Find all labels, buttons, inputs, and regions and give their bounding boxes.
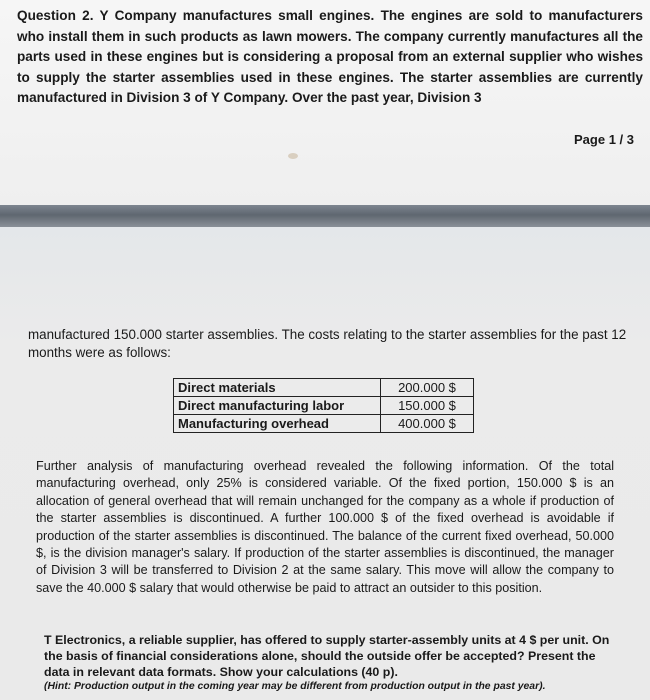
table-row xyxy=(174,379,474,397)
cost-label: Direct manufacturing labor xyxy=(174,397,381,415)
question-label: Question 2. xyxy=(17,8,94,23)
paper-smudge xyxy=(288,153,298,159)
cost-label: Direct materials xyxy=(174,379,381,397)
analysis-paragraph: Further analysis of manufacturing overhead revealed the following information. Of the total manufacturing overhead, only 25% is considered variable. Of the fixed portion, 150.000 $ is an allocation of general overhead that will remain unchanged for the company as a whole if production of the starter assemblies is discontinued. A further 100.000 $ of the fixed overhead is avoidable if production of the starter assemblies is discontinued. The balance of the current fixed overhead, 50.000 $, is the division manager's salary. If production of the starter assemblies is discontinued, the manager of Division 3 will be transferred to Division 2 at the same salary. This move will allow the company to save the 40.000 $ salary that would otherwise be paid to attract an outsider to this position. xyxy=(36,459,614,595)
cost-label: Manufacturing overhead xyxy=(174,415,381,433)
page-divider xyxy=(0,205,650,227)
offer-paragraph: T Electronics, a reliable supplier, has offered to supply starter-assembly units at 4 $ per unit. On the basis of financial considerations alone, should the outside offer be accepted? Present the data in relevant data formats. Show your calculations (40 p). xyxy=(44,633,610,680)
question-text xyxy=(17,6,643,109)
cost-table xyxy=(173,378,474,433)
cost-value: 400.000 $ xyxy=(381,415,474,433)
table-row xyxy=(174,415,474,433)
page-number: Page 1 / 3 xyxy=(574,132,634,147)
continuation-paragraph: manufactured 150.000 starter assemblies. The costs relating to the starter assemblies for the past 12 months were as follows: xyxy=(28,327,627,360)
cost-value: 150.000 $ xyxy=(381,397,474,415)
cost-value: 200.000 $ xyxy=(381,379,474,397)
page-one xyxy=(0,0,650,205)
question-body: Y Company manufactures small engines. The engines are sold to manufacturers who install them in such products as lawn mowers. The company currently manufactures all the parts used in these engines but is considering a proposal from an external supplier who wishes to supply the starter assemblies used in these engines. The starter assemblies are currently manufactured in Division 3 of Y Company. Over the past year, Division 3 xyxy=(17,8,643,105)
hint-text: (Hint: Production output in the coming year may be different from production output in the past year). xyxy=(44,681,546,692)
table-row xyxy=(174,397,474,415)
